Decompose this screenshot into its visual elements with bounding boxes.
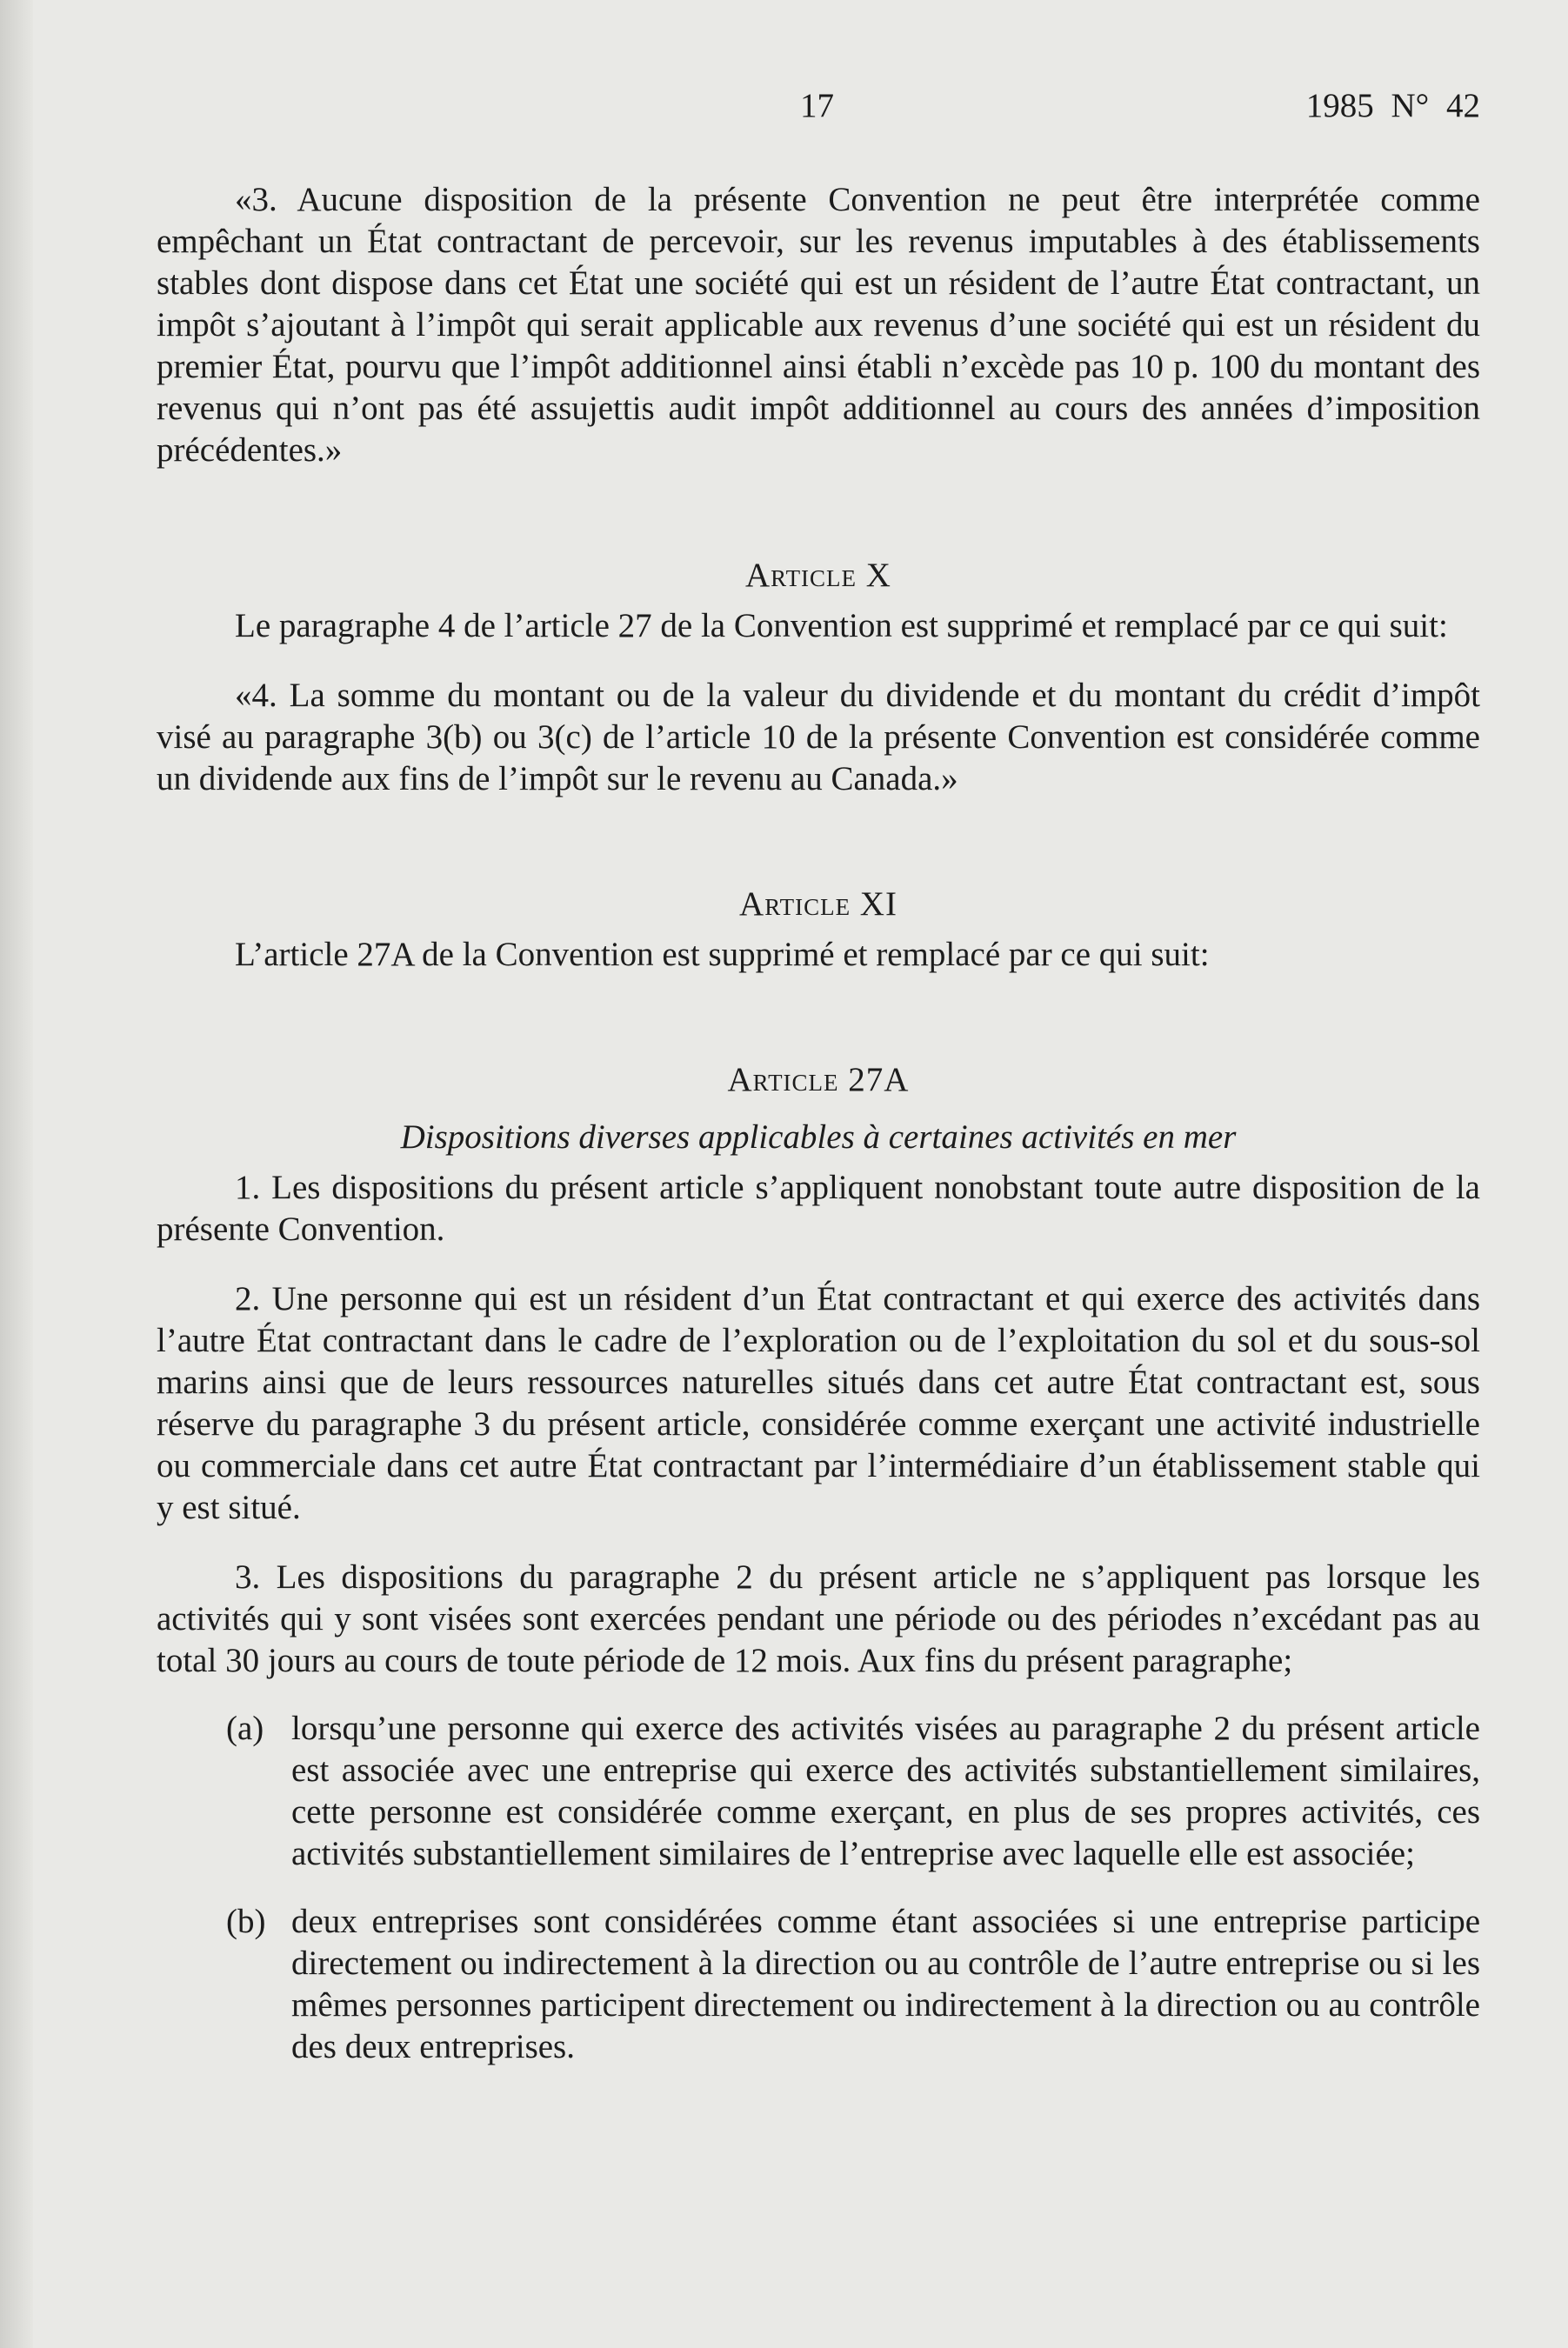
article-27a-subheading: Dispositions diverses applicables à certaines activités en mer [400,1118,1237,1156]
list-item [157,1901,1480,2068]
list-marker: (b) [226,1903,266,1940]
article-27a-paragraph-1: 1. Les dispositions du présent article s’appliquent nonobstant toute autre disposition de la présente Convention. [157,1169,1480,1248]
paragraph-3-quote: «3. Aucune disposition de la présente Convention ne peut être interprétée comme empêchant un État contractant de percevoir, sur les revenus imputables à des établissements stables dont dispose dans cet État une société qui est un résident de l’autre État contractant, un impôt s’ajoutant à l’impôt qui serait applicable aux revenus d’une société qui est un résident du premier État, pourvu que l’impôt additionnel ainsi établi n’excède pas 10 p. 100 du montant des revenus qui n’ont pas été assujettis audit impôt additionnel au cours des années d’imposition précédentes.» [157,181,1480,469]
page-content [157,78,1480,2068]
article-x-heading: Article X [745,557,891,594]
list-item-text: deux entreprises sont considérées comme étant associées si une entreprise participe directement ou indirectement à la direction ou au contrôle de l’autre entreprise ou si les mêmes personnes participent directement ou indirectement à la direction ou au contrôle des deux entreprises. [291,1903,1480,2065]
header-reference: 1985 N° 42 [1305,87,1480,124]
article-27a-heading: Article 27A [727,1061,910,1098]
page-header [157,78,1480,139]
article-27a-paragraph-3: 3. Les dispositions du paragraphe 2 du présent article ne s’appliquent pas lorsque les activités qui y sont visées sont exercées pendant une période ou des périodes n’excédant pas au total 30 jours au cours de toute période de 12 mois. Aux fins du présent paragraphe; [157,1558,1480,1679]
list-marker: (a) [226,1710,264,1747]
article-27a-paragraph-2: 2. Une personne qui est un résident d’un État contractant et qui exerce des activités dans l’autre État contractant dans le cadre de l’exploration ou de l’exploitation du sol et du sous-sol marins ainsi que de leurs ressources naturelles situés dans cet autre État contractant est, sous réserve du paragraphe 3 du présent article, considérée comme exerçant une activité industrielle ou commerciale dans cet autre État contractant par l’intermédiaire d’un établissement stable qui y est situé. [157,1280,1480,1526]
article-xi-heading: Article XI [739,885,897,923]
page-number: 17 [800,87,834,124]
list-item-text: lorsqu’une personne qui exerce des activités visées au paragraphe 2 du présent article est associée avec une entreprise qui exerce des activités substantiellement similaires, cette personne est considérée comme exerçant, en plus de ses propres activités, ces activités substantiellement similaires de l’entreprise avec laquelle elle est associée; [291,1710,1480,1872]
article-x-intro: Le paragraphe 4 de l’article 27 de la Convention est supprimé et remplacé par ce qui suit: [235,607,1448,644]
page-binding-edge [0,0,33,2348]
article-xi-intro: L’article 27A de la Convention est supprimé et remplacé par ce qui suit: [235,936,1210,973]
list-item [157,1708,1480,1875]
article-x-paragraph-4: «4. La somme du montant ou de la valeur du dividende et du montant du crédit d’impôt visé au paragraphe 3(b) ou 3(c) de l’article 10 de la présente Convention est considérée comme un dividende aux fins de l’impôt sur le revenu au Canada.» [157,677,1480,797]
